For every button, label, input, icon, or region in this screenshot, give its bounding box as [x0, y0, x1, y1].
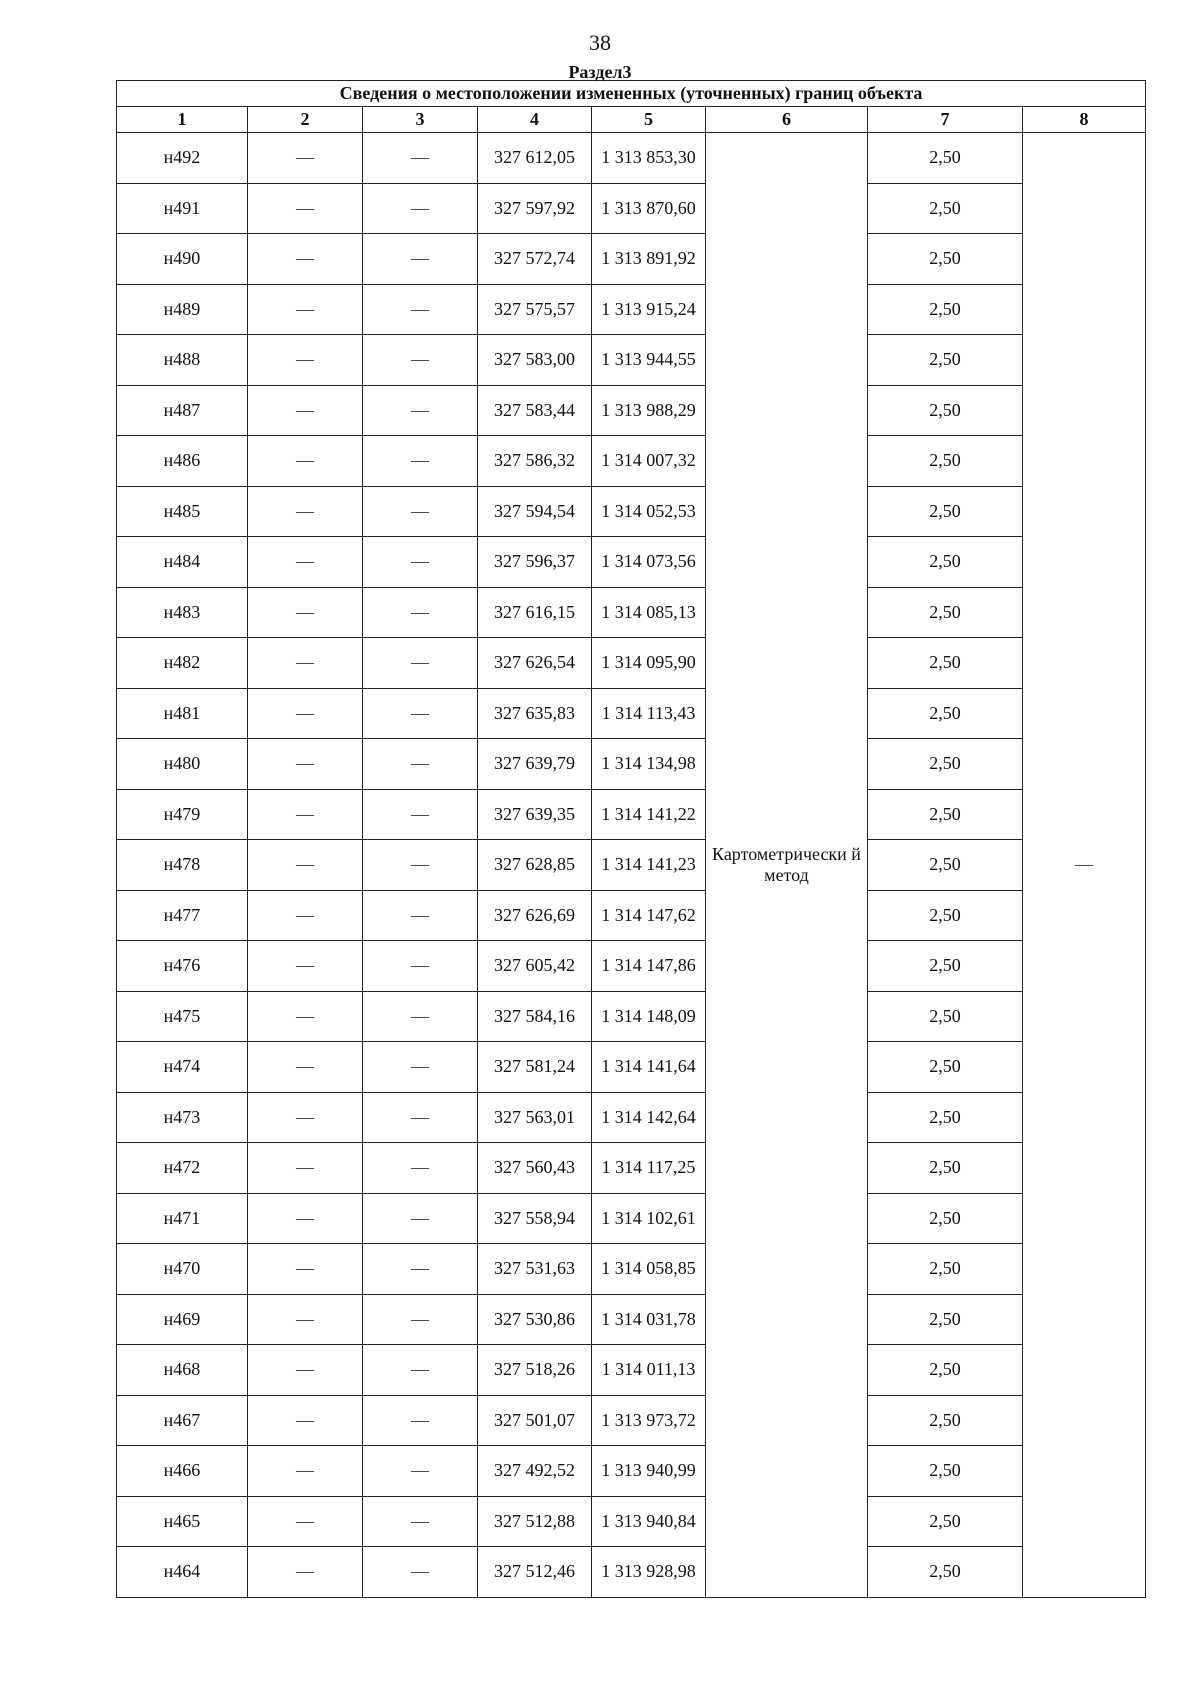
point-name-cell: н485: [117, 486, 248, 537]
x-coordinate-cell: 327 530,86: [478, 1294, 592, 1345]
y-coordinate-cell: 1 314 102,61: [592, 1193, 706, 1244]
point-name-cell: н465: [117, 1496, 248, 1547]
y-coordinate-cell: 1 314 058,85: [592, 1244, 706, 1295]
col3-dash-cell: —: [363, 335, 478, 386]
y-coordinate-cell: 1 314 073,56: [592, 537, 706, 588]
x-coordinate-cell: 327 616,15: [478, 587, 592, 638]
point-name-cell: н489: [117, 284, 248, 335]
x-coordinate-cell: 327 639,35: [478, 789, 592, 840]
col3-dash-cell: —: [363, 587, 478, 638]
col3-dash-cell: —: [363, 436, 478, 487]
column-header-1: 1: [117, 107, 248, 133]
col3-dash-cell: —: [363, 385, 478, 436]
page-number: 38: [589, 30, 611, 55]
col2-dash-cell: —: [248, 234, 363, 285]
column-header-8: 8: [1023, 107, 1146, 133]
y-coordinate-cell: 1 314 031,78: [592, 1294, 706, 1345]
x-coordinate-cell: 327 586,32: [478, 436, 592, 487]
column-header-7: 7: [868, 107, 1023, 133]
col3-dash-cell: —: [363, 840, 478, 891]
y-coordinate-cell: 1 314 117,25: [592, 1143, 706, 1194]
point-name-cell: н474: [117, 1042, 248, 1093]
x-coordinate-cell: 327 560,43: [478, 1143, 592, 1194]
col2-dash-cell: —: [248, 284, 363, 335]
accuracy-cell: 2,50: [868, 1244, 1023, 1295]
y-coordinate-cell: 1 314 095,90: [592, 638, 706, 689]
col2-dash-cell: —: [248, 486, 363, 537]
col3-dash-cell: —: [363, 1244, 478, 1295]
table-row: [117, 1345, 1146, 1396]
col2-dash-cell: —: [248, 1294, 363, 1345]
accuracy-cell: 2,50: [868, 133, 1023, 184]
col2-dash-cell: —: [248, 1092, 363, 1143]
accuracy-cell: 2,50: [868, 234, 1023, 285]
table-row: [117, 941, 1146, 992]
col3-dash-cell: —: [363, 991, 478, 1042]
accuracy-cell: 2,50: [868, 840, 1023, 891]
col2-dash-cell: —: [248, 1244, 363, 1295]
col2-dash-cell: —: [248, 335, 363, 386]
col2-dash-cell: —: [248, 1345, 363, 1396]
y-coordinate-cell: 1 314 007,32: [592, 436, 706, 487]
accuracy-cell: 2,50: [868, 1193, 1023, 1244]
point-name-cell: н469: [117, 1294, 248, 1345]
y-coordinate-cell: 1 314 011,13: [592, 1345, 706, 1396]
table-row: [117, 1193, 1146, 1244]
accuracy-cell: 2,50: [868, 739, 1023, 790]
column-header-2: 2: [248, 107, 363, 133]
table-row: [117, 1547, 1146, 1598]
table-row: [117, 1244, 1146, 1295]
table-row: [117, 183, 1146, 234]
col2-dash-cell: —: [248, 991, 363, 1042]
accuracy-cell: 2,50: [868, 1547, 1023, 1598]
point-name-cell: н478: [117, 840, 248, 891]
table-row: [117, 890, 1146, 941]
col3-dash-cell: —: [363, 234, 478, 285]
y-coordinate-cell: 1 313 891,92: [592, 234, 706, 285]
accuracy-cell: 2,50: [868, 991, 1023, 1042]
point-name-cell: н484: [117, 537, 248, 588]
y-coordinate-cell: 1 314 148,09: [592, 991, 706, 1042]
y-coordinate-cell: 1 313 870,60: [592, 183, 706, 234]
y-coordinate-cell: 1 314 147,62: [592, 890, 706, 941]
table-row: [117, 587, 1146, 638]
y-coordinate-cell: 1 314 085,13: [592, 587, 706, 638]
y-coordinate-cell: 1 314 134,98: [592, 739, 706, 790]
x-coordinate-cell: 327 558,94: [478, 1193, 592, 1244]
accuracy-cell: 2,50: [868, 385, 1023, 436]
x-coordinate-cell: 327 626,54: [478, 638, 592, 689]
accuracy-cell: 2,50: [868, 789, 1023, 840]
table-row: [117, 688, 1146, 739]
col3-dash-cell: —: [363, 1345, 478, 1396]
table-row: [117, 385, 1146, 436]
accuracy-cell: 2,50: [868, 1294, 1023, 1345]
col2-dash-cell: —: [248, 436, 363, 487]
table-row: [117, 335, 1146, 386]
point-name-cell: н471: [117, 1193, 248, 1244]
col3-dash-cell: —: [363, 941, 478, 992]
accuracy-cell: 2,50: [868, 941, 1023, 992]
point-name-cell: н480: [117, 739, 248, 790]
table-row: [117, 789, 1146, 840]
point-name-cell: н487: [117, 385, 248, 436]
table-row: [117, 1042, 1146, 1093]
y-coordinate-cell: 1 313 940,99: [592, 1446, 706, 1497]
accuracy-cell: 2,50: [868, 1446, 1023, 1497]
col3-dash-cell: —: [363, 1547, 478, 1598]
x-coordinate-cell: 327 583,00: [478, 335, 592, 386]
x-coordinate-cell: 327 512,88: [478, 1496, 592, 1547]
col2-dash-cell: —: [248, 688, 363, 739]
x-coordinate-cell: 327 581,24: [478, 1042, 592, 1093]
y-coordinate-cell: 1 313 944,55: [592, 335, 706, 386]
y-coordinate-cell: 1 314 147,86: [592, 941, 706, 992]
accuracy-cell: 2,50: [868, 1143, 1023, 1194]
x-coordinate-cell: 327 492,52: [478, 1446, 592, 1497]
table-row: [117, 234, 1146, 285]
col3-dash-cell: —: [363, 284, 478, 335]
x-coordinate-cell: 327 531,63: [478, 1244, 592, 1295]
x-coordinate-cell: 327 628,85: [478, 840, 592, 891]
accuracy-cell: 2,50: [868, 1496, 1023, 1547]
point-name-cell: н464: [117, 1547, 248, 1598]
col3-dash-cell: —: [363, 688, 478, 739]
point-name-cell: н481: [117, 688, 248, 739]
table-row: [117, 1446, 1146, 1497]
col3-dash-cell: —: [363, 537, 478, 588]
accuracy-cell: 2,50: [868, 486, 1023, 537]
x-coordinate-cell: 327 584,16: [478, 991, 592, 1042]
point-name-cell: н482: [117, 638, 248, 689]
y-coordinate-cell: 1 313 853,30: [592, 133, 706, 184]
x-coordinate-cell: 327 512,46: [478, 1547, 592, 1598]
x-coordinate-cell: 327 518,26: [478, 1345, 592, 1396]
table-row: [117, 537, 1146, 588]
col3-dash-cell: —: [363, 1395, 478, 1446]
y-coordinate-cell: 1 313 928,98: [592, 1547, 706, 1598]
y-coordinate-cell: 1 314 052,53: [592, 486, 706, 537]
table-row: [117, 284, 1146, 335]
col2-dash-cell: —: [248, 890, 363, 941]
y-coordinate-cell: 1 313 915,24: [592, 284, 706, 335]
accuracy-cell: 2,50: [868, 436, 1023, 487]
col3-dash-cell: —: [363, 1042, 478, 1093]
col3-dash-cell: —: [363, 789, 478, 840]
y-coordinate-cell: 1 314 142,64: [592, 1092, 706, 1143]
col3-dash-cell: —: [363, 486, 478, 537]
col2-dash-cell: —: [248, 739, 363, 790]
accuracy-cell: 2,50: [868, 284, 1023, 335]
col2-dash-cell: —: [248, 1042, 363, 1093]
table-row: [117, 840, 1146, 891]
col2-dash-cell: —: [248, 183, 363, 234]
accuracy-cell: 2,50: [868, 587, 1023, 638]
col3-dash-cell: —: [363, 890, 478, 941]
table-row: [117, 486, 1146, 537]
coordinates-table: [116, 80, 1146, 1598]
point-name-cell: н477: [117, 890, 248, 941]
col2-dash-cell: —: [248, 1547, 363, 1598]
table-row: [117, 1143, 1146, 1194]
accuracy-cell: 2,50: [868, 638, 1023, 689]
x-coordinate-cell: 327 501,07: [478, 1395, 592, 1446]
table-row: [117, 133, 1146, 184]
accuracy-cell: 2,50: [868, 1345, 1023, 1396]
y-coordinate-cell: 1 314 113,43: [592, 688, 706, 739]
point-name-cell: н467: [117, 1395, 248, 1446]
point-name-cell: н483: [117, 587, 248, 638]
col2-dash-cell: —: [248, 133, 363, 184]
x-coordinate-cell: 327 596,37: [478, 537, 592, 588]
section-title: Раздел3: [568, 62, 632, 82]
point-name-cell: н479: [117, 789, 248, 840]
point-name-cell: н466: [117, 1446, 248, 1497]
table-row: [117, 1092, 1146, 1143]
point-name-cell: н490: [117, 234, 248, 285]
column-header-3: 3: [363, 107, 478, 133]
x-coordinate-cell: 327 626,69: [478, 890, 592, 941]
accuracy-cell: 2,50: [868, 1395, 1023, 1446]
table-row: [117, 638, 1146, 689]
y-coordinate-cell: 1 314 141,22: [592, 789, 706, 840]
accuracy-cell: 2,50: [868, 183, 1023, 234]
x-coordinate-cell: 327 597,92: [478, 183, 592, 234]
x-coordinate-cell: 327 563,01: [478, 1092, 592, 1143]
col3-dash-cell: —: [363, 1092, 478, 1143]
col2-dash-cell: —: [248, 1446, 363, 1497]
col3-dash-cell: —: [363, 1143, 478, 1194]
col2-dash-cell: —: [248, 587, 363, 638]
col3-dash-cell: —: [363, 183, 478, 234]
col2-dash-cell: —: [248, 1193, 363, 1244]
table-row: [117, 739, 1146, 790]
accuracy-cell: 2,50: [868, 1042, 1023, 1093]
method-cell: Картометрически й метод: [706, 133, 868, 1598]
point-name-cell: н486: [117, 436, 248, 487]
point-name-cell: н476: [117, 941, 248, 992]
table-row: [117, 1496, 1146, 1547]
y-coordinate-cell: 1 313 973,72: [592, 1395, 706, 1446]
x-coordinate-cell: 327 575,57: [478, 284, 592, 335]
col2-dash-cell: —: [248, 1143, 363, 1194]
col2-dash-cell: —: [248, 1395, 363, 1446]
accuracy-cell: 2,50: [868, 890, 1023, 941]
y-coordinate-cell: 1 313 988,29: [592, 385, 706, 436]
x-coordinate-cell: 327 572,74: [478, 234, 592, 285]
col3-dash-cell: —: [363, 1446, 478, 1497]
col2-dash-cell: —: [248, 789, 363, 840]
accuracy-cell: 2,50: [868, 537, 1023, 588]
column-header-4: 4: [478, 107, 592, 133]
accuracy-cell: 2,50: [868, 1092, 1023, 1143]
x-coordinate-cell: 327 583,44: [478, 385, 592, 436]
table-row: [117, 1395, 1146, 1446]
col3-dash-cell: —: [363, 739, 478, 790]
column-header-6: 6: [706, 107, 868, 133]
col8-dash-cell: —: [1023, 133, 1146, 1598]
col2-dash-cell: —: [248, 1496, 363, 1547]
point-name-cell: н470: [117, 1244, 248, 1295]
x-coordinate-cell: 327 635,83: [478, 688, 592, 739]
point-name-cell: н473: [117, 1092, 248, 1143]
col3-dash-cell: —: [363, 1193, 478, 1244]
point-name-cell: н488: [117, 335, 248, 386]
col2-dash-cell: —: [248, 638, 363, 689]
x-coordinate-cell: 327 612,05: [478, 133, 592, 184]
y-coordinate-cell: 1 313 940,84: [592, 1496, 706, 1547]
col2-dash-cell: —: [248, 840, 363, 891]
point-name-cell: н492: [117, 133, 248, 184]
x-coordinate-cell: 327 639,79: [478, 739, 592, 790]
col2-dash-cell: —: [248, 941, 363, 992]
table-caption: Сведения о местоположении измененных (уточненных) границ объекта: [117, 81, 1146, 107]
y-coordinate-cell: 1 314 141,23: [592, 840, 706, 891]
table-row: [117, 436, 1146, 487]
y-coordinate-cell: 1 314 141,64: [592, 1042, 706, 1093]
col2-dash-cell: —: [248, 537, 363, 588]
accuracy-cell: 2,50: [868, 688, 1023, 739]
point-name-cell: н472: [117, 1143, 248, 1194]
point-name-cell: н475: [117, 991, 248, 1042]
col2-dash-cell: —: [248, 385, 363, 436]
table-row: [117, 1294, 1146, 1345]
column-header-5: 5: [592, 107, 706, 133]
table-row: [117, 991, 1146, 1042]
point-name-cell: н468: [117, 1345, 248, 1396]
accuracy-cell: 2,50: [868, 335, 1023, 386]
col3-dash-cell: —: [363, 1294, 478, 1345]
x-coordinate-cell: 327 605,42: [478, 941, 592, 992]
col3-dash-cell: —: [363, 133, 478, 184]
col3-dash-cell: —: [363, 1496, 478, 1547]
x-coordinate-cell: 327 594,54: [478, 486, 592, 537]
point-name-cell: н491: [117, 183, 248, 234]
col3-dash-cell: —: [363, 638, 478, 689]
